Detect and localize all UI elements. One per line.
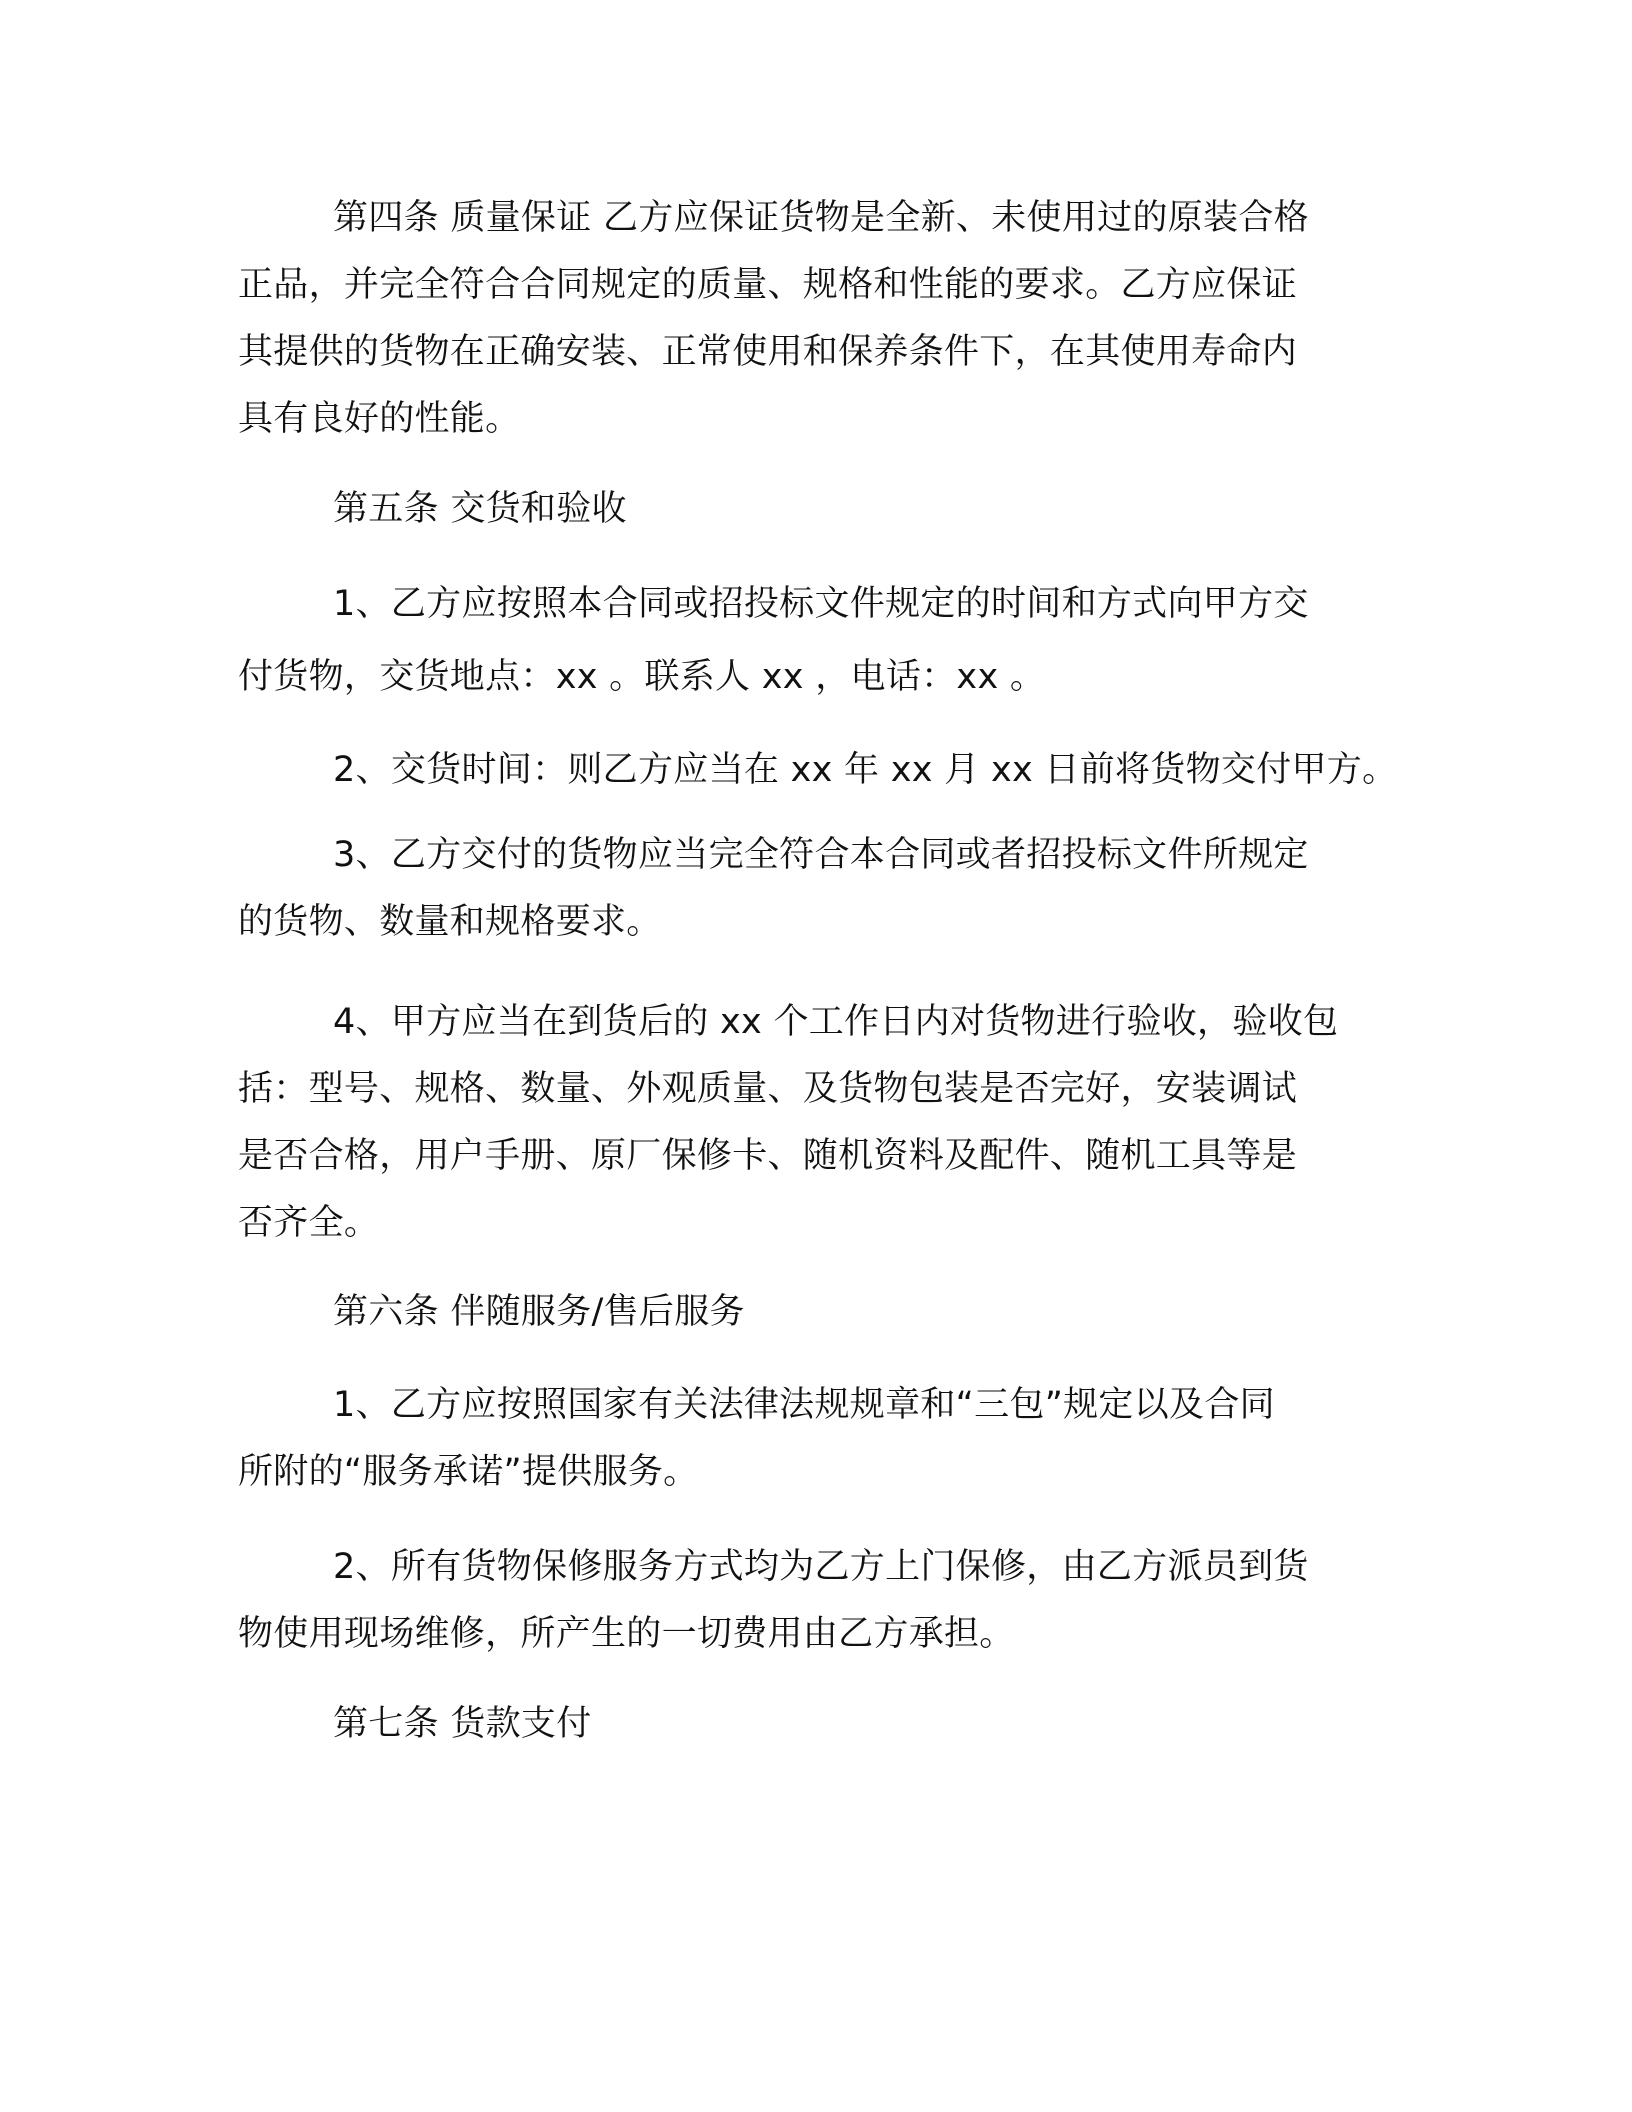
- article-5-item-3-line-2: 的货物、数量和规格要求。: [238, 902, 662, 942]
- article-5-item-1-line-1: 1、乙方应按照本合同或招投标文件规定的时间和方式向甲方交: [333, 584, 1309, 624]
- article-5-item-3-line-1: 3、乙方交付的货物应当完全符合本合同或者招投标文件所规定: [333, 835, 1309, 875]
- article-6-item-1-line-1: 1、乙方应按照国家有关法律法规规章和“三包”规定以及合同: [333, 1385, 1275, 1425]
- article-7-heading: 第七条 货款支付: [333, 1704, 592, 1744]
- article-4-line-3: 其提供的货物在正确安装、正常使用和保养条件下，在其使用寿命内: [238, 332, 1298, 372]
- article-5-heading: 第五条 交货和验收: [333, 489, 627, 529]
- article-5-item-2: 2、交货时间：则乙方应当在 xx 年 xx 月 xx 日前将货物交付甲方。: [333, 750, 1398, 790]
- article-5-item-4-line-3: 是否合格，用户手册、原厂保修卡、随机资料及配件、随机工具等是: [238, 1136, 1298, 1176]
- article-5-item-4-line-1: 4、甲方应当在到货后的 xx 个工作日内对货物进行验收，验收包: [333, 1002, 1339, 1042]
- article-5-item-4-line-4: 否齐全。: [238, 1203, 380, 1243]
- article-4-line-4: 具有良好的性能。: [238, 399, 521, 439]
- article-6-item-2-line-2: 物使用现场维修，所产生的一切费用由乙方承担。: [238, 1614, 1015, 1654]
- article-6-item-1-line-2: 所附的“服务承诺”提供服务。: [238, 1452, 699, 1492]
- article-5-item-4-line-2: 括：型号、规格、数量、外观质量、及货物包装是否完好，安装调试: [238, 1069, 1298, 1109]
- article-4-line-2: 正品，并完全符合合同规定的质量、规格和性能的要求。乙方应保证: [238, 265, 1298, 305]
- article-4-line-1: 第四条 质量保证 乙方应保证货物是全新、未使用过的原装合格: [333, 198, 1309, 238]
- article-6-heading: 第六条 伴随服务/售后服务: [333, 1292, 745, 1332]
- article-5-item-1-line-2: 付货物，交货地点：xx 。联系人 xx ，电话：xx 。: [238, 657, 1046, 697]
- article-6-item-2-line-1: 2、所有货物保修服务方式均为乙方上门保修，由乙方派员到货: [333, 1547, 1309, 1587]
